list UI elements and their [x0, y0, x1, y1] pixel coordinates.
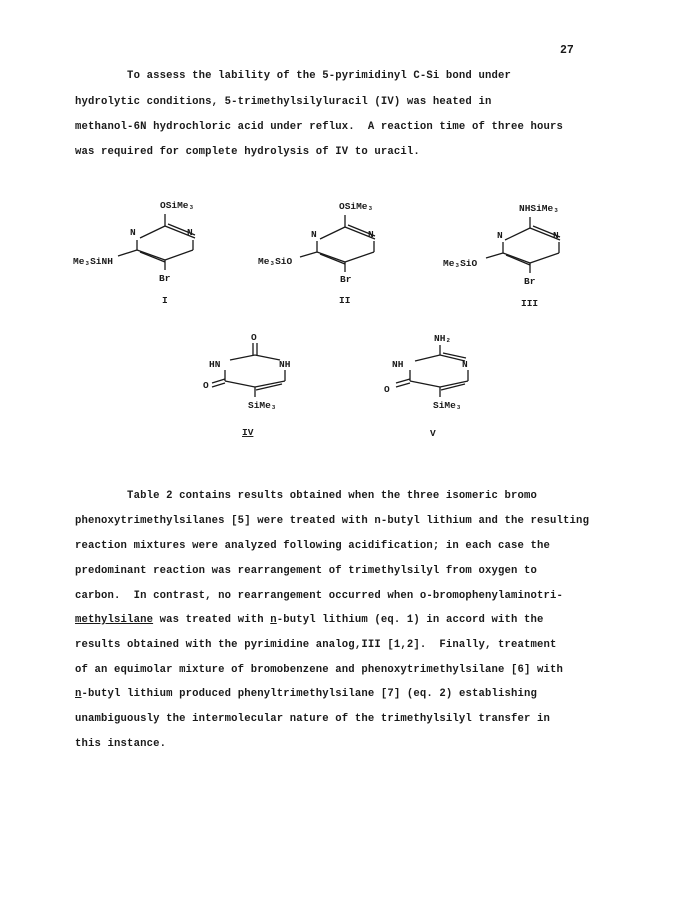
structure-II-left-group: Me₃SiO	[258, 256, 293, 267]
paragraph2-line9	[75, 688, 537, 700]
structure-I-left-group: Me₃SiNH	[73, 256, 113, 267]
structure-I-n-right: N	[187, 227, 193, 238]
structure-V-bottom-group: SiMe₃	[433, 400, 462, 411]
paragraph2-line6	[75, 614, 544, 626]
paragraph2-line8: of an equimolar mixture of bromobenzene and phenoxytrimethylsilane [6] with	[75, 664, 564, 676]
paragraph2-line6-text2: -butyl lithium (eq. 1) in accord with the	[276, 614, 544, 626]
structure-IV-left-group: O	[203, 380, 209, 391]
structure-V-top-group: NH₂	[434, 333, 452, 344]
structure-V-n-right: N	[462, 359, 468, 370]
paragraph2-line4: predominant reaction was rearrangement of trimethylsilyl from oxygen to	[75, 565, 538, 577]
structure-V-n-left: NH	[392, 359, 404, 370]
structure-III-n-left: N	[497, 230, 503, 241]
paragraph1-line1: To assess the lability of the 5-pyrimidinyl C-Si bond under	[75, 70, 511, 82]
paragraph2-line10: unambiguously the intermolecular nature of the trimethylsilyl transfer in	[75, 713, 551, 725]
paragraph2-line1: Table 2 contains results obtained when the three isomeric bromo	[75, 490, 538, 502]
page-number: 27	[560, 44, 574, 57]
underlined-n-2: n	[75, 688, 82, 700]
structure-III-bottom-group: Br	[524, 276, 536, 287]
paragraph1-line2: hydrolytic conditions, 5-trimethylsilyluracil (IV) was heated in	[75, 96, 492, 108]
structure-II-n-right: N	[368, 229, 374, 240]
structure-I-label: I	[162, 295, 168, 306]
structure-III-top-group: NHSiMe₃	[519, 203, 559, 214]
structure-I-n-left: N	[130, 227, 136, 238]
paragraph2-line11: this instance.	[75, 738, 167, 750]
structure-IV-n-left: HN	[209, 359, 221, 370]
paragraph2-line3: reaction mixtures were analyzed following acidification; in each case the	[75, 540, 551, 552]
structure-II-bottom-group: Br	[340, 274, 352, 285]
paragraph1-line4: was required for complete hydrolysis of IV to uracil.	[75, 146, 420, 158]
structure-IV-top-group: O	[251, 332, 257, 343]
structure-II-label: II	[339, 295, 351, 306]
structure-III-n-right: N	[553, 230, 559, 241]
structure-IV-n-right: NH	[279, 359, 291, 370]
structure-III	[443, 203, 560, 309]
paragraph2-line5: carbon. In contrast, no rearrangement occurred when o-bromophenylaminotri-	[75, 590, 564, 602]
paragraph2-line9-text: -butyl lithium produced phenyltrimethylsilane [7] (eq. 2) establishing	[81, 688, 538, 700]
paragraph2-line2: phenoxytrimethylsilanes [5] were treated with n-butyl lithium and the resulting	[75, 515, 590, 527]
structure-I	[73, 200, 195, 306]
structure-I-top-group: OSiMe₃	[160, 200, 195, 211]
structure-II-top-group: OSiMe₃	[339, 201, 374, 212]
structure-V-label: V	[430, 428, 436, 439]
paragraph2-line6-text1: was treated with	[153, 614, 271, 626]
structure-II-n-left: N	[311, 229, 317, 240]
paragraph2-line7: results obtained with the pyrimidine analog,III [1,2]. Finally, treatment	[75, 639, 557, 651]
structure-IV	[203, 332, 291, 438]
structure-III-left-group: Me₃SiO	[443, 258, 478, 269]
structure-IV-bottom-group: SiMe₃	[248, 400, 277, 411]
structure-V-left-group: O	[384, 384, 390, 395]
structure-III-label: III	[521, 298, 539, 309]
chemical-structures	[0, 180, 680, 450]
underlined-n: n	[270, 614, 277, 626]
structure-IV-label: IV	[242, 427, 254, 438]
structure-II	[258, 201, 375, 306]
structure-I-bottom-group: Br	[159, 273, 171, 284]
underlined-methylsilane: methylsilane	[75, 614, 154, 626]
paragraph1-line3: methanol-6N hydrochloric acid under reflux. A reaction time of three hours	[75, 121, 564, 133]
structure-V	[384, 333, 468, 439]
